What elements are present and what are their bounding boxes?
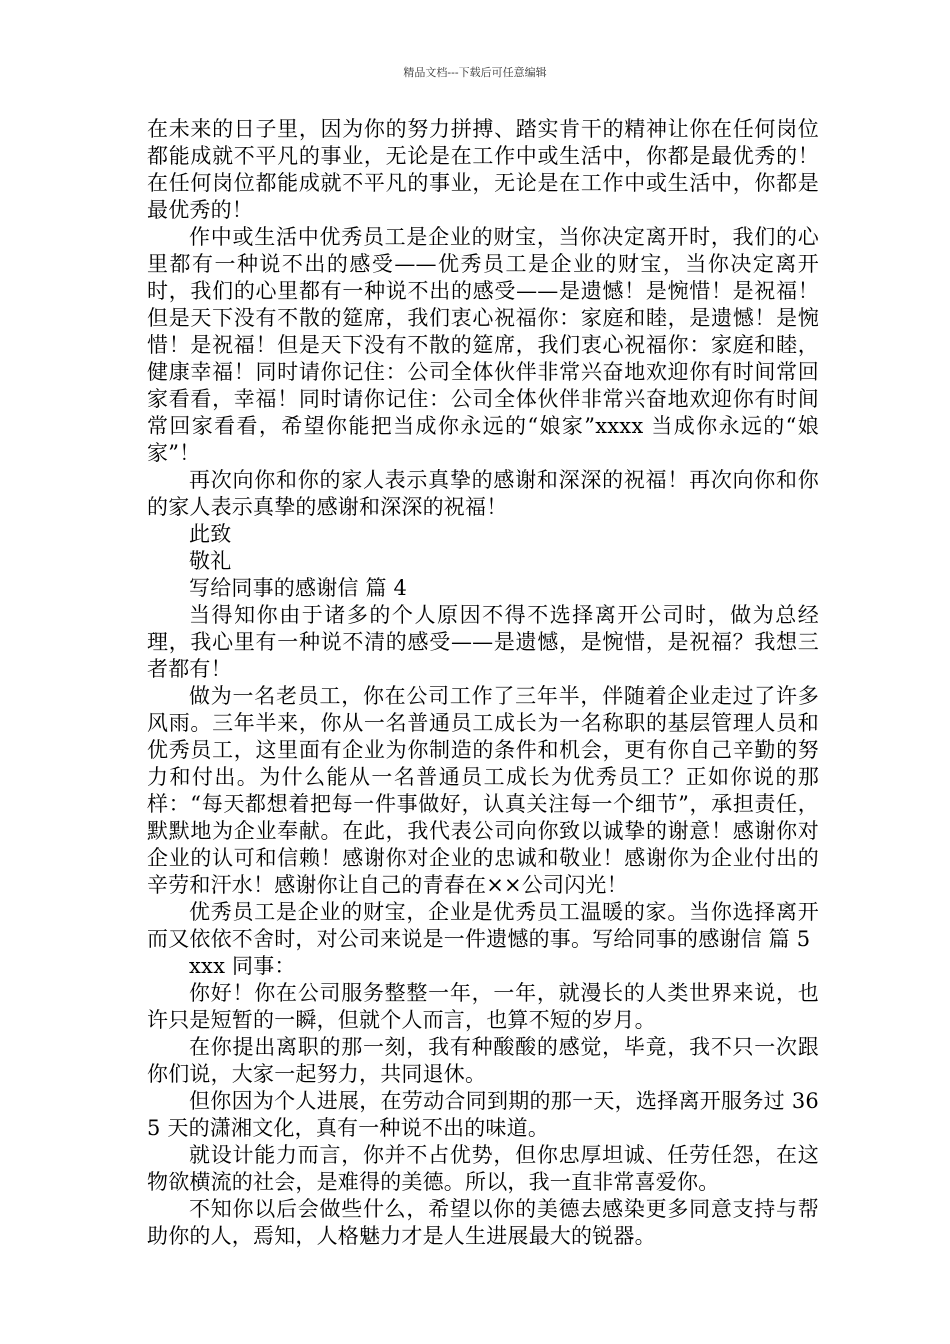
- paragraph: 当得知你由于诸多的个人原因不得不选择离开公司时，做为总经理，我心里有一种说不清的感受——是遗憾，是惋惜，是祝福？我想三者都有！: [147, 603, 819, 681]
- paragraph: 做为一名老员工，你在公司工作了三年半，伴随着企业走过了许多风雨。三年半来，你从一名普通员工成长为一名称职的基层管理人员和优秀员工，这里面有企业为你制造的条件和机会，更有你自己辛勤的努力和付出。为什么能从一名普通员工成长为优秀员工？正如你说的那样：“每天都想着把每一件事做好，认真关注每一个细节”，承担责任，默默地为企业奉献。在此，我代表公司向你致以诚挚的谢意！感谢你对企业的认可和信赖！感谢你对企业的忠诚和敬业！感谢你为企业付出的辛劳和汗水！感谢你让自己的青春在××公司闪光！: [147, 684, 819, 897]
- paragraph: 再次向你和你的家人表示真挚的感谢和深深的祝福！再次向你和你的家人表示真挚的感谢和深深的祝福！: [147, 468, 819, 519]
- paragraph: 但你因为个人进展，在劳动合同到期的那一天，选择离开服务过 365 天的潇湘文化，真有一种说不出的味道。: [147, 1089, 819, 1140]
- paragraph: 作中或生活中优秀员工是企业的财宝，当你决定离开时，我们的心里都有一种说不出的感受——优秀员工是企业的财宝，当你决定离开时，我们的心里都有一种说不出的感受——是遗憾！是惋惜！是祝福！但是天下没有不散的筵席，我们衷心祝福你：家庭和睦，是遗憾！是惋惜！是祝福！但是天下没有不散的筵席，我们衷心祝福你：家庭和睦，健康幸福！同时请你记住：公司全体伙伴非常兴奋地欢迎你有时间常回家看看，幸福！同时请你记住：公司全体伙伴非常兴奋地欢迎你有时间常回家看看，希望你能把当成你永远的“娘家”xxxx 当成你永远的“娘家”！: [147, 225, 819, 465]
- paragraph: 在未来的日子里，因为你的努力拼搏、踏实肯干的精神让你在任何岗位都能成就不平凡的事业，无论是在工作中或生活中，你都是最优秀的！在任何岗位都能成就不平凡的事业，无论是在工作中或生活中，你都是最优秀的！: [147, 117, 819, 222]
- paragraph: 就设计能力而言，你并不占优势，但你忠厚坦诚、任劳任怨，在这物欲横流的社会，是难得的美德。所以，我一直非常喜爱你。: [147, 1143, 819, 1194]
- document-body: [147, 116, 819, 1250]
- closing-salutation: 此致: [189, 522, 232, 546]
- paragraph: 在你提出离职的那一刻，我有种酸酸的感觉，毕竟，我不只一次跟你们说，大家一起努力，共同退休。: [147, 1035, 819, 1086]
- letter-greeting: xxx 同事：: [189, 954, 296, 978]
- paragraph: 优秀员工是企业的财宝，企业是优秀员工温暖的家。当你选择离开而又依依不舍时，对公司来说是一件遗憾的事。写给同事的感谢信 篇 5: [147, 900, 819, 951]
- paragraph: 不知你以后会做些什么，希望以你的美德去感染更多同意支持与帮助你的人，焉知，人格魅力才是人生进展最大的锐器。: [147, 1197, 819, 1248]
- page-header: 精品文档---下载后可任意编辑: [403, 66, 547, 79]
- paragraph: 你好！你在公司服务整整一年，一年，就漫长的人类世界来说，也许只是短暂的一瞬，但就个人而言，也算不短的岁月。: [147, 981, 819, 1032]
- section-heading: 写给同事的感谢信 篇 4: [189, 576, 408, 600]
- closing-respect: 敬礼: [189, 549, 232, 573]
